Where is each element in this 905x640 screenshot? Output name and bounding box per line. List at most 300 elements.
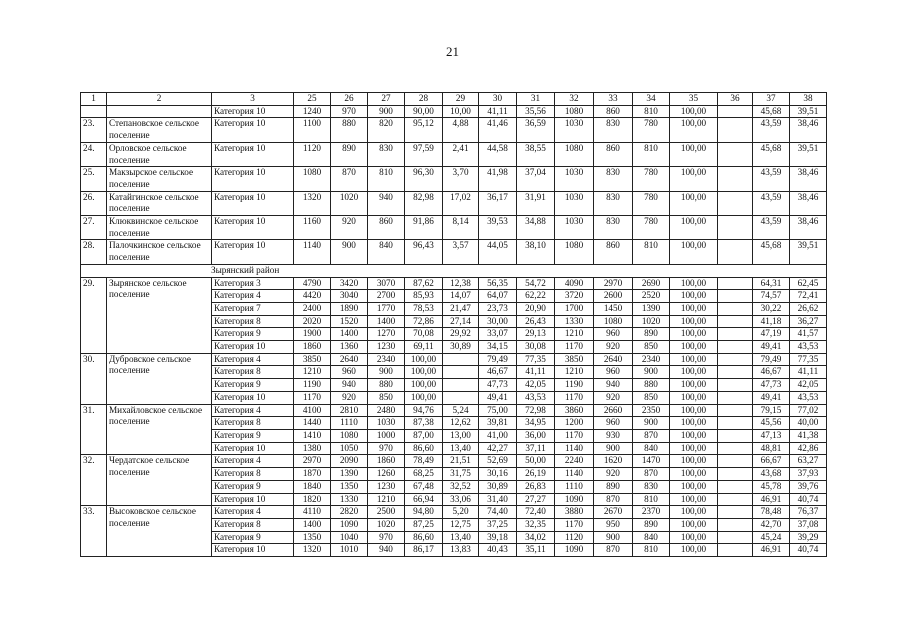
value-cell: 100,00 [670,417,718,430]
value-cell: 43,53 [790,341,827,354]
category-cell: Категория 9 [212,429,294,442]
value-cell: 1210 [294,366,331,379]
value-cell: 37,93 [790,468,827,481]
value-cell: 2400 [294,302,331,315]
header-cell: 26 [331,93,368,106]
value-cell: 2640 [331,353,368,366]
value-cell: 82,98 [405,191,443,215]
value-cell: 86,60 [405,531,443,544]
value-cell: 54,72 [517,277,555,290]
value-cell: 950 [594,518,633,531]
value-cell: 780 [633,118,670,142]
value-cell: 21,47 [443,302,479,315]
value-cell: 2660 [594,404,633,417]
value-cell: 47,73 [753,379,790,392]
value-cell: 1390 [633,302,670,315]
value-cell [718,353,753,366]
section-row [81,264,827,277]
settlement-name: Палочкинское сельское поселение [107,240,212,264]
value-cell: 960 [594,328,633,341]
value-cell: 12,38 [443,277,479,290]
value-cell: 42,05 [790,379,827,392]
value-cell: 1860 [294,341,331,354]
value-cell: 1410 [294,429,331,442]
value-cell: 45,56 [753,417,790,430]
value-cell: 100,00 [670,531,718,544]
header-cell: 35 [670,93,718,106]
value-cell: 880 [633,379,670,392]
value-cell [718,167,753,191]
value-cell: 2820 [331,506,368,519]
value-cell: 3,70 [443,167,479,191]
value-cell: 1170 [555,391,594,404]
value-cell [718,240,753,264]
table-row [81,404,827,417]
value-cell: 39,51 [790,142,827,166]
value-cell: 1190 [294,379,331,392]
value-cell: 1210 [368,493,405,506]
settlement-name: Дубровское сельское поселение [107,353,212,404]
value-cell: 94,80 [405,506,443,519]
value-cell: 1770 [368,302,405,315]
value-cell: 78,49 [405,455,443,468]
value-cell: 1080 [555,142,594,166]
value-cell: 810 [633,105,670,118]
value-cell: 920 [594,468,633,481]
value-cell: 1320 [294,544,331,557]
value-cell: 2700 [368,290,405,303]
value-cell [718,506,753,519]
category-cell: Категория 4 [212,506,294,519]
value-cell: 79,49 [479,353,517,366]
value-cell: 62,45 [790,277,827,290]
value-cell: 820 [368,118,405,142]
value-cell: 42,27 [479,442,517,455]
value-cell [718,391,753,404]
value-cell: 72,98 [517,404,555,417]
value-cell: 830 [594,191,633,215]
value-cell: 1330 [331,493,368,506]
value-cell: 860 [594,105,633,118]
value-cell: 41,57 [790,328,827,341]
settlement-name: Клюквинское сельское поселение [107,216,212,240]
value-cell: 840 [633,442,670,455]
value-cell: 29,13 [517,328,555,341]
value-cell [718,493,753,506]
row-index: 27. [81,216,107,240]
value-cell: 810 [633,240,670,264]
value-cell: 46,67 [753,366,790,379]
value-cell: 2600 [594,290,633,303]
value-cell: 940 [594,379,633,392]
row-index: 31. [81,404,107,455]
value-cell: 100,00 [670,391,718,404]
value-cell: 3420 [331,277,368,290]
value-cell [718,277,753,290]
value-cell: 41,38 [790,429,827,442]
value-cell: 37,11 [517,442,555,455]
value-cell: 100,00 [670,506,718,519]
value-cell: 3850 [294,353,331,366]
value-cell: 36,17 [479,191,517,215]
value-cell: 100,00 [670,277,718,290]
value-cell: 1170 [294,391,331,404]
value-cell: 1170 [555,341,594,354]
value-cell: 45,78 [753,480,790,493]
value-cell: 47,13 [753,429,790,442]
row-index: 32. [81,455,107,506]
value-cell: 72,86 [405,315,443,328]
value-cell: 100,00 [670,240,718,264]
settlement-name: Чердатское сельское поселение [107,455,212,506]
value-cell: 72,40 [517,506,555,519]
value-cell [718,468,753,481]
value-cell: 1870 [294,468,331,481]
value-cell: 41,11 [790,366,827,379]
category-cell: Категория 10 [212,191,294,215]
value-cell: 1120 [555,531,594,544]
value-cell: 34,88 [517,216,555,240]
value-cell [718,429,753,442]
value-cell: 10,00 [443,105,479,118]
value-cell: 3070 [368,277,405,290]
value-cell: 100,00 [670,442,718,455]
value-cell [718,442,753,455]
value-cell: 79,15 [753,404,790,417]
value-cell: 1030 [555,216,594,240]
value-cell: 39,29 [790,531,827,544]
value-cell: 3860 [555,404,594,417]
value-cell: 13,83 [443,544,479,557]
value-cell: 1120 [294,142,331,166]
value-cell: 63,27 [790,455,827,468]
category-cell: Категория 7 [212,302,294,315]
value-cell: 1030 [555,191,594,215]
value-cell: 86,17 [405,544,443,557]
value-cell: 830 [594,216,633,240]
value-cell: 77,35 [517,353,555,366]
settlement-name: Орловское сельское поселение [107,142,212,166]
value-cell: 30,22 [753,302,790,315]
value-cell: 45,68 [753,240,790,264]
value-cell: 850 [633,341,670,354]
value-cell: 8,14 [443,216,479,240]
value-cell: 41,00 [479,429,517,442]
value-cell: 810 [368,167,405,191]
value-cell: 2670 [594,506,633,519]
value-cell: 47,19 [753,328,790,341]
value-cell: 41,18 [753,315,790,328]
value-cell: 1100 [294,118,331,142]
value-cell: 1360 [331,341,368,354]
value-cell: 70,08 [405,328,443,341]
value-cell: 2090 [331,455,368,468]
value-cell: 1050 [331,442,368,455]
header-cell: 34 [633,93,670,106]
row-index: 33. [81,506,107,557]
value-cell: 870 [594,544,633,557]
header-cell: 25 [294,93,331,106]
value-cell: 830 [633,480,670,493]
value-cell: 41,11 [517,366,555,379]
value-cell: 2370 [633,506,670,519]
value-cell: 37,04 [517,167,555,191]
value-cell: 40,74 [790,493,827,506]
value-cell: 900 [633,366,670,379]
value-cell: 5,20 [443,506,479,519]
value-cell: 97,59 [405,142,443,166]
value-cell: 100,00 [670,366,718,379]
table-row [81,118,827,142]
row-index: 29. [81,277,107,353]
category-cell: Категория 4 [212,353,294,366]
value-cell: 1190 [555,379,594,392]
value-cell: 1030 [555,167,594,191]
value-cell: 66,94 [405,493,443,506]
value-cell: 100,00 [670,480,718,493]
value-cell: 100,00 [670,493,718,506]
value-cell: 960 [331,366,368,379]
value-cell: 3,57 [443,240,479,264]
value-cell: 870 [594,493,633,506]
header-cell: 31 [517,93,555,106]
value-cell [718,191,753,215]
value-cell: 87,38 [405,417,443,430]
value-cell: 1030 [368,417,405,430]
value-cell: 39,81 [479,417,517,430]
value-cell: 1270 [368,328,405,341]
value-cell: 1390 [331,468,368,481]
value-cell: 100,00 [670,142,718,166]
value-cell: 1890 [331,302,368,315]
value-cell: 1840 [294,480,331,493]
settlement-name: Катайгинское сельское поселение [107,191,212,215]
value-cell: 39,51 [790,105,827,118]
category-cell: Категория 9 [212,379,294,392]
value-cell: 1470 [633,455,670,468]
value-cell: 96,30 [405,167,443,191]
value-cell [718,544,753,557]
value-cell: 64,07 [479,290,517,303]
value-cell: 1350 [294,531,331,544]
value-cell: 780 [633,191,670,215]
table-row [81,167,827,191]
row-index: 28. [81,240,107,264]
value-cell: 780 [633,167,670,191]
value-cell: 850 [368,391,405,404]
settlement-name: Михайловское сельское поселение [107,404,212,455]
value-cell: 1350 [331,480,368,493]
value-cell: 960 [594,366,633,379]
value-cell: 79,49 [753,353,790,366]
value-cell: 68,25 [405,468,443,481]
value-cell: 32,52 [443,480,479,493]
value-cell [718,105,753,118]
row-index: 30. [81,353,107,404]
section-title: Зырянский район [81,264,827,277]
value-cell: 100,00 [670,404,718,417]
value-cell: 77,35 [790,353,827,366]
value-cell: 100,00 [670,167,718,191]
value-cell: 49,41 [753,341,790,354]
value-cell: 1400 [331,328,368,341]
value-cell: 100,00 [670,216,718,240]
category-cell: Категория 4 [212,455,294,468]
value-cell: 920 [331,391,368,404]
value-cell: 21,51 [443,455,479,468]
value-cell: 1900 [294,328,331,341]
value-cell: 970 [368,442,405,455]
value-cell [718,480,753,493]
value-cell: 870 [331,167,368,191]
value-cell [718,531,753,544]
value-cell: 100,00 [670,290,718,303]
value-cell: 30,89 [443,341,479,354]
header-cell: 37 [753,93,790,106]
table-row [81,277,827,290]
value-cell: 900 [594,442,633,455]
value-cell: 20,90 [517,302,555,315]
value-cell: 2500 [368,506,405,519]
table-row [81,216,827,240]
value-cell: 44,58 [479,142,517,166]
value-cell: 26,83 [517,480,555,493]
value-cell: 38,46 [790,216,827,240]
value-cell: 2,41 [443,142,479,166]
value-cell: 920 [594,391,633,404]
value-cell: 49,41 [479,391,517,404]
value-cell: 900 [331,240,368,264]
row-index [81,105,107,118]
value-cell: 1090 [331,518,368,531]
value-cell [443,353,479,366]
value-cell: 1450 [594,302,633,315]
value-cell: 67,48 [405,480,443,493]
value-cell: 1080 [555,240,594,264]
value-cell: 43,59 [753,167,790,191]
value-cell: 3880 [555,506,594,519]
category-cell: Категория 10 [212,442,294,455]
value-cell: 810 [633,544,670,557]
value-cell: 1320 [294,191,331,215]
value-cell: 76,37 [790,506,827,519]
value-cell: 2350 [633,404,670,417]
value-cell: 90,00 [405,105,443,118]
value-cell: 1040 [331,531,368,544]
settlement-name: Макзырское сельское поселение [107,167,212,191]
value-cell: 1700 [555,302,594,315]
value-cell: 75,00 [479,404,517,417]
value-cell [718,404,753,417]
value-cell [443,379,479,392]
category-cell: Категория 10 [212,341,294,354]
value-cell: 43,53 [790,391,827,404]
value-cell: 100,00 [405,353,443,366]
value-cell: 2340 [368,353,405,366]
value-cell: 1140 [555,468,594,481]
value-cell: 100,00 [670,353,718,366]
value-cell: 33,06 [443,493,479,506]
value-cell: 1020 [331,191,368,215]
value-cell: 1090 [555,493,594,506]
value-cell: 38,10 [517,240,555,264]
value-cell: 36,00 [517,429,555,442]
value-cell: 46,91 [753,493,790,506]
value-cell: 1820 [294,493,331,506]
value-cell: 1160 [294,216,331,240]
value-cell: 26,19 [517,468,555,481]
value-cell: 940 [368,191,405,215]
value-cell [718,328,753,341]
value-cell: 900 [594,531,633,544]
category-cell: Категория 9 [212,531,294,544]
header-cell: 1 [81,93,107,106]
value-cell [718,366,753,379]
value-cell: 870 [633,468,670,481]
value-cell: 87,25 [405,518,443,531]
value-cell: 890 [594,480,633,493]
value-cell: 1170 [555,429,594,442]
value-cell: 43,59 [753,191,790,215]
value-cell: 880 [368,379,405,392]
category-cell: Категория 10 [212,142,294,166]
value-cell: 1080 [594,315,633,328]
value-cell: 43,59 [753,216,790,240]
value-cell: 46,67 [479,366,517,379]
value-cell: 38,46 [790,191,827,215]
category-cell: Категория 4 [212,404,294,417]
value-cell: 920 [331,216,368,240]
value-cell: 13,40 [443,442,479,455]
value-cell: 900 [633,417,670,430]
value-cell: 36,27 [790,315,827,328]
value-cell: 35,56 [517,105,555,118]
value-cell: 96,43 [405,240,443,264]
value-cell: 100,00 [670,118,718,142]
value-cell: 38,55 [517,142,555,166]
value-cell: 100,00 [670,455,718,468]
header-cell: 32 [555,93,594,106]
value-cell: 1200 [555,417,594,430]
value-cell: 30,00 [479,315,517,328]
value-cell: 1440 [294,417,331,430]
value-cell: 37,08 [790,518,827,531]
value-cell: 52,69 [479,455,517,468]
value-cell: 1140 [294,240,331,264]
category-cell: Категория 8 [212,315,294,328]
value-cell: 1260 [368,468,405,481]
value-cell [718,341,753,354]
value-cell: 3720 [555,290,594,303]
value-cell: 50,00 [517,455,555,468]
value-cell: 2970 [594,277,633,290]
value-cell: 100,00 [670,328,718,341]
value-cell: 31,40 [479,493,517,506]
value-cell: 77,02 [790,404,827,417]
settlement-name: Зырянское сельское поселение [107,277,212,353]
value-cell: 940 [331,379,368,392]
value-cell: 100,00 [670,468,718,481]
value-cell [718,302,753,315]
value-cell: 1330 [555,315,594,328]
value-cell: 74,57 [753,290,790,303]
category-cell: Категория 8 [212,468,294,481]
value-cell: 44,05 [479,240,517,264]
value-cell [443,366,479,379]
value-cell: 47,73 [479,379,517,392]
header-row [81,93,827,106]
value-cell: 1110 [555,480,594,493]
